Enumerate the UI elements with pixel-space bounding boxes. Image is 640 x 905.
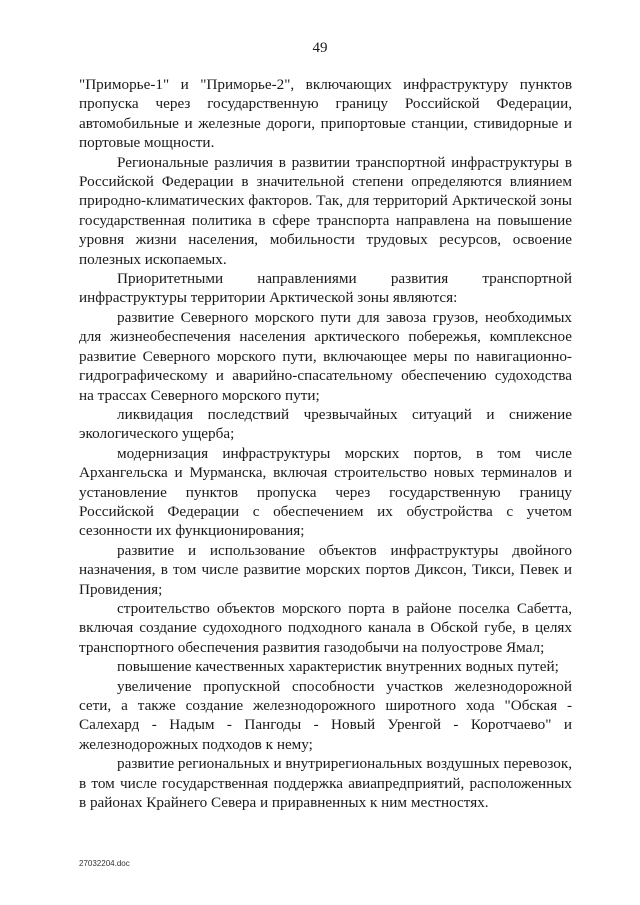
page-number: 49 xyxy=(312,40,328,56)
paragraph-6: модернизация инфраструктуры морских портов, в том числе Архангельска и Мурманска, включая строительство новых терминалов и установление пунктов пропуска через государственную границу Российской Федерации с обеспечением их обустройства с учетом сезонности их функционирования; xyxy=(79,444,572,540)
paragraph-1: "Приморье-1" и "Приморье-2", включающих инфраструктуру пунктов пропуска через государственную границу Российской Федерации, автомобильные и железные дороги, припортовые станции, стивидорные и портовые мощности. xyxy=(79,76,572,152)
document-body xyxy=(79,75,572,812)
paragraph-4: развитие Северного морского пути для завоза грузов, необходимых для жизнеобеспечения населения арктического побережья, комплексное развитие Северного морского пути, включающее меры по навигационно-гидрографическому и аварийно-спасательному обеспечению судоходства на трассах Северного морского пути; xyxy=(79,308,572,404)
paragraph-5: ликвидация последствий чрезвычайных ситуаций и снижение экологического ущерба; xyxy=(79,405,572,443)
paragraph-9: повышение качественных характеристик внутренних водных путей; xyxy=(117,658,559,676)
paragraph-3: Приоритетными направлениями развития транспортной инфраструктуры территории Арктической зоны являются: xyxy=(79,270,572,307)
paragraph-11: развитие региональных и внутрирегиональных воздушных перевозок, в том числе государственная поддержка авиапредприятий, расположенных в районах Крайнего Севера и приравненных к ним местностях. xyxy=(79,755,572,812)
footer-filename: 27032204.doc xyxy=(79,859,130,868)
paragraph-7: развитие и использование объектов инфраструктуры двойного назначения, в том числе развитие морских портов Диксон, Тикси, Певек и Провидения; xyxy=(79,541,572,598)
paragraph-8: строительство объектов морского порта в районе поселка Сабетта, включая создание судоходного подходного канала в Обской губе, в целях транспортного обеспечения развития газодобычи на полуострове Ямал; xyxy=(79,599,572,656)
paragraph-10: увеличение пропускной способности участков железнодорожной сети, а также создание железнодорожного широтного хода "Обская - Салехард - Надым - Пангоды - Новый Уренгой - Коротчаево" и железнодорожных подходов к нему; xyxy=(79,677,572,753)
paragraph-2: Региональные различия в развитии транспортной инфраструктуры в Российской Федерации в значительной степени определяются влиянием природно-климатических факторов. Так, для территорий Арктической зоны государственная политика в сфере транспорта направлена на повышение уровня жизни населения, мобильности трудовых ресурсов, освоение полезных ископаемых. xyxy=(79,153,572,268)
